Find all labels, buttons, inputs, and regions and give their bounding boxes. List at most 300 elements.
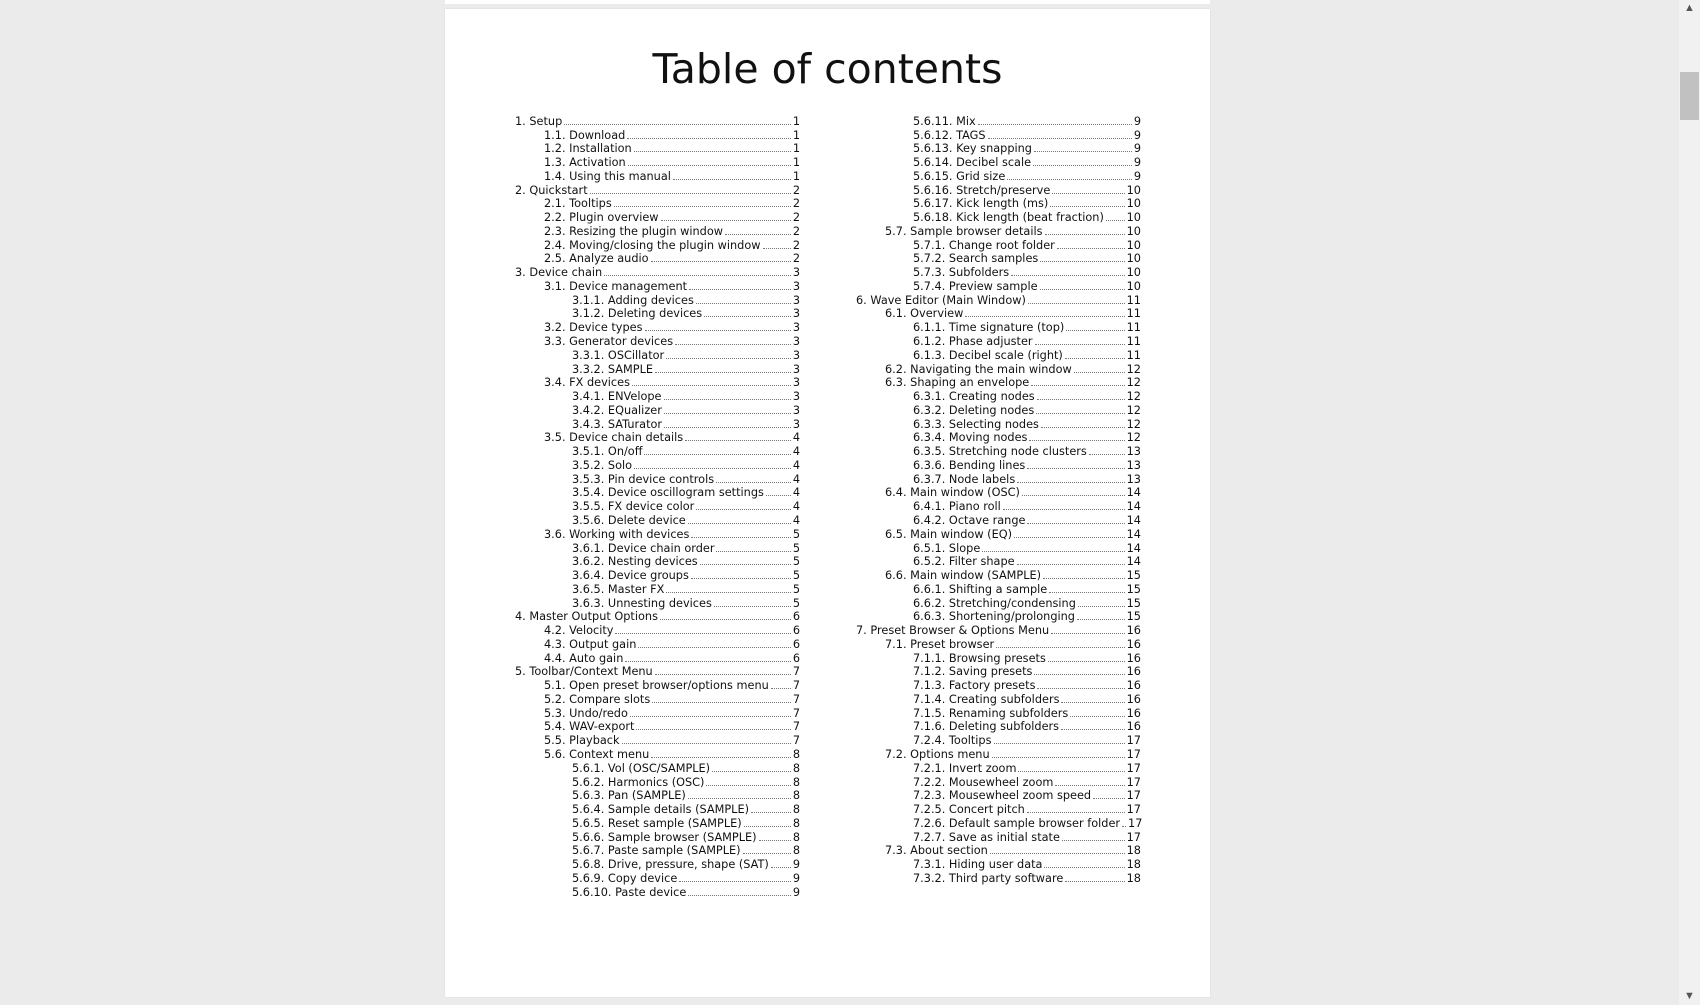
toc-entry-title: 5.6.7. Paste sample (SAMPLE) [572, 844, 741, 858]
toc-entry-page-number: 17 [1126, 734, 1141, 748]
toc-dot-leader [651, 261, 791, 262]
toc-entry-title: 6.6.1. Shifting a sample [913, 582, 1048, 596]
toc-entry-page-number: 5 [792, 541, 800, 555]
toc-dot-leader [1027, 468, 1124, 469]
toc-entry[interactable] [856, 610, 1141, 624]
toc-entry[interactable] [515, 210, 800, 224]
toc-dot-leader [627, 138, 791, 139]
toc-entry[interactable] [856, 376, 1141, 390]
toc-dot-leader [696, 509, 791, 510]
toc-entry[interactable] [856, 197, 1141, 211]
toc-entry[interactable] [515, 623, 800, 637]
toc-dot-leader [688, 798, 791, 799]
toc-entry-page-number: 16 [1126, 720, 1141, 734]
toc-entry[interactable] [515, 761, 800, 775]
toc-entry-title: 5.6.14. Decibel scale [913, 156, 1032, 170]
toc-entry-page-number: 3 [792, 266, 800, 280]
toc-entry-title: 5.6.1. Vol (OSC/SAMPLE) [572, 761, 711, 775]
toc-entry-title: 5.6.18. Kick length (beat fraction) [913, 211, 1104, 225]
toc-entry-page-number: 17 [1126, 789, 1141, 803]
toc-entry-title: 6.3.7. Node labels [913, 472, 1016, 486]
toc-entry-page-number: 3 [792, 362, 800, 376]
toc-entry-page-number: 14 [1126, 527, 1141, 541]
toc-dot-leader [1065, 881, 1124, 882]
toc-entry-title: 6.3.4. Moving nodes [913, 431, 1028, 445]
toc-entry[interactable] [856, 596, 1141, 610]
toc-dot-leader [664, 427, 791, 428]
toc-dot-leader [1074, 372, 1125, 373]
toc-entry-page-number: 17 [1126, 761, 1141, 775]
toc-entry-page-number: 12 [1126, 417, 1141, 431]
toc-entry-title: 5.6.12. TAGS [913, 128, 986, 142]
toc-entry[interactable] [515, 265, 800, 279]
toc-dot-leader [615, 633, 790, 634]
toc-entry-page-number: 11 [1126, 307, 1141, 321]
toc-entry-page-number: 16 [1126, 692, 1141, 706]
toc-dot-leader [1003, 509, 1125, 510]
toc-entry[interactable] [515, 114, 800, 128]
toc-dot-leader [1093, 798, 1125, 799]
toc-entry-title: 6.3.3. Selecting nodes [913, 417, 1039, 431]
toc-entry-title: 3.1.1. Adding devices [572, 293, 694, 307]
toc-entry-title: 6.3.6. Bending lines [913, 458, 1026, 472]
toc-entry[interactable] [856, 747, 1141, 761]
toc-entry[interactable] [515, 307, 800, 321]
toc-entry-page-number: 3 [792, 348, 800, 362]
toc-entry-title: 6.5. Main window (EQ) [885, 527, 1013, 541]
toc-entry[interactable] [515, 541, 800, 555]
toc-entry[interactable] [515, 238, 800, 252]
toc-entry-title: 6.6.2. Stretching/condensing [913, 596, 1076, 610]
toc-entry-title: 6.1.3. Decibel scale (right) [913, 348, 1063, 362]
toc-entry[interactable] [856, 830, 1141, 844]
toc-entry[interactable] [515, 596, 800, 610]
toc-entry[interactable] [856, 458, 1141, 472]
toc-entry-page-number: 8 [792, 803, 800, 817]
toc-entry-page-number: 4 [792, 445, 800, 459]
toc-entry-title: 1. Setup [515, 114, 563, 128]
toc-entry[interactable] [856, 114, 1141, 128]
toc-dot-leader [1040, 261, 1124, 262]
toc-dot-leader [1050, 206, 1124, 207]
toc-entry[interactable] [856, 527, 1141, 541]
toc-entry-page-number: 2 [792, 211, 800, 225]
toc-entry[interactable] [856, 128, 1141, 142]
toc-entry[interactable] [515, 444, 800, 458]
toc-dot-leader [564, 124, 791, 125]
toc-entry[interactable] [856, 582, 1141, 596]
toc-entry[interactable] [856, 279, 1141, 293]
toc-entry[interactable] [515, 610, 800, 624]
toc-entry-title: 5.7.1. Change root folder [913, 238, 1055, 252]
toc-entry-page-number: 18 [1126, 871, 1141, 885]
toc-entry[interactable] [856, 183, 1141, 197]
toc-entry-title: 3.6.5. Master FX [572, 582, 665, 596]
toc-dot-leader [1078, 606, 1125, 607]
toc-dot-leader [691, 537, 790, 538]
toc-entry[interactable] [856, 816, 1141, 830]
toc-dot-leader [1062, 840, 1125, 841]
toc-entry[interactable] [515, 348, 800, 362]
toc-entry[interactable] [515, 183, 800, 197]
toc-dot-leader [604, 275, 791, 276]
toc-dot-leader [716, 551, 790, 552]
toc-entry-page-number: 1 [792, 156, 800, 170]
toc-dot-leader [634, 468, 791, 469]
toc-entry[interactable] [856, 362, 1141, 376]
toc-entry-page-number: 8 [792, 844, 800, 858]
toc-entry-title: 2.2. Plugin overview [544, 211, 659, 225]
toc-entry-page-number: 12 [1126, 403, 1141, 417]
toc-entry[interactable] [856, 417, 1141, 431]
toc-entry[interactable] [515, 568, 800, 582]
toc-entry[interactable] [856, 651, 1141, 665]
toc-entry[interactable] [515, 224, 800, 238]
toc-entry[interactable] [856, 692, 1141, 706]
toc-entry-title: 6.4. Main window (OSC) [885, 486, 1020, 500]
toc-entry-title: 6.5.2. Filter shape [913, 555, 1015, 569]
toc-dot-leader [988, 138, 1132, 139]
toc-dot-leader [679, 881, 791, 882]
toc-entry-title: 2.4. Moving/closing the plugin window [544, 238, 761, 252]
toc-entry-page-number: 2 [792, 197, 800, 211]
toc-entry-title: 7.1.4. Creating subfolders [913, 692, 1060, 706]
toc-entry-title: 2.5. Analyze audio [544, 252, 649, 266]
toc-entry-page-number: 6 [792, 610, 800, 624]
toc-dot-leader [664, 399, 791, 400]
toc-entry[interactable] [515, 885, 800, 899]
toc-entry[interactable] [515, 665, 800, 679]
toc-entry-page-number: 16 [1126, 679, 1141, 693]
toc-entry[interactable] [856, 210, 1141, 224]
toc-entry[interactable] [515, 706, 800, 720]
toc-entry[interactable] [515, 486, 800, 500]
toc-dot-leader [1027, 523, 1124, 524]
toc-entry-page-number: 18 [1126, 844, 1141, 858]
toc-dot-leader [651, 757, 791, 758]
toc-entry[interactable] [856, 307, 1141, 321]
toc-entry[interactable] [856, 142, 1141, 156]
toc-dot-leader [996, 647, 1124, 648]
toc-dot-leader [1049, 592, 1124, 593]
toc-entry-title: 3.6.2. Nesting devices [572, 555, 698, 569]
toc-entry[interactable] [856, 472, 1141, 486]
toc-entry[interactable] [515, 403, 800, 417]
toc-dot-leader [1007, 179, 1131, 180]
toc-entry-title: 5.1. Open preset browser/options menu [544, 679, 769, 693]
toc-entry-page-number: 15 [1126, 582, 1141, 596]
toc-entry[interactable] [515, 844, 800, 858]
toc-dot-leader [660, 619, 791, 620]
toc-entry[interactable] [515, 334, 800, 348]
toc-entry-page-number: 4 [792, 486, 800, 500]
toc-entry[interactable] [856, 265, 1141, 279]
toc-entry-title: 5.6.13. Key snapping [913, 142, 1032, 156]
toc-entry[interactable] [856, 541, 1141, 555]
toc-dot-leader [706, 785, 790, 786]
toc-entry-page-number: 10 [1126, 197, 1141, 211]
toc-dot-leader [1061, 702, 1124, 703]
toc-entry-page-number: 15 [1126, 569, 1141, 583]
document-page [445, 9, 1210, 997]
toc-entry[interactable] [515, 678, 800, 692]
toc-entry-title: 6.6. Main window (SAMPLE) [885, 569, 1042, 583]
toc-entry-page-number: 3 [792, 390, 800, 404]
toc-entry[interactable] [515, 830, 800, 844]
toc-dot-leader [652, 702, 791, 703]
toc-entry-page-number: 1 [792, 114, 800, 128]
toc-dot-leader [1037, 399, 1125, 400]
toc-entry[interactable] [515, 376, 800, 390]
toc-entry-page-number: 11 [1126, 335, 1141, 349]
toc-entry[interactable] [856, 555, 1141, 569]
toc-entry-title: 6.4.2. Octave range [913, 513, 1026, 527]
toc-entry[interactable] [856, 348, 1141, 362]
toc-entry[interactable] [515, 527, 800, 541]
toc-entry-page-number: 8 [792, 816, 800, 830]
toc-dot-leader [688, 895, 791, 896]
toc-entry-page-number: 10 [1126, 224, 1141, 238]
toc-entry[interactable] [515, 362, 800, 376]
toc-dot-leader [614, 206, 791, 207]
toc-entry-title: 7.2.3. Mousewheel zoom speed [913, 789, 1092, 803]
toc-entry-title: 4. Master Output Options [515, 610, 658, 624]
toc-dot-leader [666, 592, 790, 593]
toc-entry[interactable] [856, 431, 1141, 445]
toc-entry[interactable] [515, 775, 800, 789]
toc-entry-title: 5.3. Undo/redo [544, 706, 628, 720]
toc-dot-leader [1055, 785, 1124, 786]
toc-dot-leader [1040, 289, 1125, 290]
toc-entry[interactable] [856, 637, 1141, 651]
toc-entry[interactable] [856, 169, 1141, 183]
toc-entry-page-number: 10 [1126, 183, 1141, 197]
toc-entry[interactable] [856, 252, 1141, 266]
toc-entry[interactable] [515, 252, 800, 266]
toc-entry-title: 3.1.2. Deleting devices [572, 307, 703, 321]
toc-entry[interactable] [856, 871, 1141, 885]
toc-entry-title: 7.3.2. Third party software [913, 871, 1064, 885]
toc-dot-leader [628, 165, 791, 166]
toc-entry-page-number: 7 [792, 734, 800, 748]
toc-entry-page-number: 7 [792, 679, 800, 693]
toc-entry[interactable] [856, 761, 1141, 775]
toc-entry[interactable] [515, 802, 800, 816]
toc-entry[interactable] [856, 444, 1141, 458]
toc-entry[interactable] [856, 238, 1141, 252]
toc-dot-leader [685, 440, 791, 441]
toc-entry-title: 3.3. Generator devices [544, 335, 674, 349]
toc-entry-title: 3.4.1. ENVelope [572, 390, 662, 404]
toc-entry[interactable] [515, 169, 800, 183]
toc-entry-title: 3.6. Working with devices [544, 527, 690, 541]
toc-entry-title: 6.4.1. Piano roll [913, 500, 1001, 514]
toc-entry-title: 7.1.5. Renaming subfolders [913, 706, 1069, 720]
toc-entry-title: 3.5.3. Pin device controls [572, 472, 715, 486]
toc-entry[interactable] [856, 320, 1141, 334]
toc-dot-leader [1014, 537, 1125, 538]
scroll-up-icon[interactable]: ▲ [1684, 2, 1695, 14]
toc-entry-page-number: 10 [1126, 211, 1141, 225]
toc-entry[interactable] [856, 857, 1141, 871]
toc-entry-title: 6.6.3. Shortening/prolonging [913, 610, 1075, 624]
toc-column-right [856, 114, 1141, 885]
toc-dot-leader [1041, 427, 1125, 428]
vertical-scrollbar[interactable] [1679, 0, 1700, 1005]
toc-entry[interactable] [515, 279, 800, 293]
toc-entry[interactable] [515, 197, 800, 211]
toc-entry-title: 5.6.6. Sample browser (SAMPLE) [572, 830, 757, 844]
toc-entry-title: 3.3.2. SAMPLE [572, 362, 654, 376]
toc-entry[interactable] [515, 637, 800, 651]
toc-entry[interactable] [515, 389, 800, 403]
toc-entry-page-number: 16 [1126, 706, 1141, 720]
toc-entry[interactable] [515, 155, 800, 169]
toc-entry[interactable] [856, 513, 1141, 527]
toc-entry-title: 7.1.1. Browsing presets [913, 651, 1046, 665]
toc-entry-page-number: 15 [1126, 596, 1141, 610]
toc-entry[interactable] [515, 871, 800, 885]
toc-entry-title: 7.2.6. Default sample browser folder [913, 816, 1121, 830]
toc-entry-title: 7.2.5. Concert pitch [913, 803, 1025, 817]
toc-entry-title: 3.2. Device types [544, 321, 643, 335]
toc-dot-leader [771, 688, 791, 689]
toc-entry[interactable] [856, 568, 1141, 582]
toc-entry[interactable] [515, 857, 800, 871]
toc-entry-title: 6.3.2. Deleting nodes [913, 403, 1035, 417]
toc-entry[interactable] [856, 720, 1141, 734]
toc-dot-leader [655, 674, 791, 675]
toc-entry-page-number: 9 [1133, 142, 1141, 156]
toc-entry-page-number: 11 [1126, 348, 1141, 362]
toc-dot-leader [716, 482, 791, 483]
toc-entry-title: 1.3. Activation [544, 156, 626, 170]
toc-entry-page-number: 14 [1126, 486, 1141, 500]
toc-entry-page-number: 10 [1126, 279, 1141, 293]
toc-entry-page-number: 5 [792, 569, 800, 583]
toc-entry-page-number: 3 [792, 417, 800, 431]
toc-entry[interactable] [515, 417, 800, 431]
toc-dot-leader [691, 578, 791, 579]
toc-entry[interactable] [515, 555, 800, 569]
toc-entry[interactable] [515, 431, 800, 445]
toc-entry-title: 2.1. Tooltips [544, 197, 612, 211]
toc-dot-leader [1035, 344, 1125, 345]
toc-dot-leader [1031, 385, 1124, 386]
toc-entry-page-number: 4 [792, 513, 800, 527]
toc-entry-page-number: 1 [792, 169, 800, 183]
toc-entry[interactable] [515, 128, 800, 142]
toc-entry[interactable] [856, 334, 1141, 348]
toc-entry[interactable] [515, 472, 800, 486]
toc-entry[interactable] [856, 389, 1141, 403]
toc-entry[interactable] [515, 747, 800, 761]
toc-entry[interactable] [515, 293, 800, 307]
toc-entry[interactable] [515, 513, 800, 527]
toc-entry[interactable] [515, 733, 800, 747]
toc-entry[interactable] [856, 706, 1141, 720]
toc-entry[interactable] [856, 844, 1141, 858]
toc-entry[interactable] [515, 142, 800, 156]
toc-entry-title: 6.5.1. Slope [913, 541, 981, 555]
toc-entry[interactable] [515, 582, 800, 596]
toc-entry[interactable] [856, 623, 1141, 637]
scroll-down-icon[interactable]: ▼ [1684, 990, 1695, 1002]
toc-dot-leader [978, 124, 1132, 125]
toc-entry[interactable] [515, 458, 800, 472]
toc-entry-title: 3.5.2. Solo [572, 458, 633, 472]
toc-dot-leader [1043, 578, 1125, 579]
toc-entry[interactable] [515, 320, 800, 334]
toc-entry-title: 5.6.8. Drive, pressure, shape (SAT) [572, 858, 769, 872]
toc-entry[interactable] [856, 224, 1141, 238]
toc-dot-leader [1089, 454, 1125, 455]
toc-entry[interactable] [856, 733, 1141, 747]
scroll-thumb[interactable] [1680, 72, 1699, 120]
toc-dot-leader [645, 330, 791, 331]
toc-entry[interactable] [856, 802, 1141, 816]
toc-entry-page-number: 4 [792, 458, 800, 472]
toc-entry-title: 5. Toolbar/Context Menu [515, 665, 653, 679]
toc-entry[interactable] [515, 720, 800, 734]
toc-entry[interactable] [856, 789, 1141, 803]
toc-entry-page-number: 9 [792, 871, 800, 885]
toc-entry[interactable] [856, 499, 1141, 513]
toc-entry-page-number: 17 [1126, 775, 1141, 789]
toc-dot-leader [1077, 619, 1125, 620]
toc-dot-leader [630, 716, 791, 717]
toc-column-left [515, 114, 800, 899]
toc-entry-title: 1.1. Download [544, 128, 626, 142]
toc-entry[interactable] [856, 775, 1141, 789]
toc-entry[interactable] [515, 651, 800, 665]
toc-entry[interactable] [856, 403, 1141, 417]
toc-dot-leader [655, 372, 791, 373]
toc-entry[interactable] [515, 692, 800, 706]
toc-entry-title: 5.7.3. Subfolders [913, 266, 1010, 280]
toc-entry[interactable] [856, 665, 1141, 679]
toc-entry-page-number: 10 [1126, 266, 1141, 280]
toc-entry-page-number: 9 [792, 885, 800, 899]
toc-entry-page-number: 10 [1126, 252, 1141, 266]
toc-entry-page-number: 7 [792, 692, 800, 706]
toc-entry[interactable] [515, 789, 800, 803]
toc-entry[interactable] [856, 293, 1141, 307]
toc-entry-title: 3. Device chain [515, 266, 603, 280]
toc-entry-title: 7.3.1. Hiding user data [913, 858, 1043, 872]
toc-entry-title: 7.1.2. Saving presets [913, 665, 1033, 679]
toc-entry-title: 6. Wave Editor (Main Window) [856, 293, 1026, 307]
toc-entry-page-number: 12 [1126, 376, 1141, 390]
toc-dot-leader [1033, 165, 1132, 166]
toc-entry[interactable] [856, 678, 1141, 692]
toc-entry-page-number: 2 [792, 183, 800, 197]
toc-entry-page-number: 17 [1128, 816, 1143, 830]
toc-entry-page-number: 11 [1126, 293, 1141, 307]
toc-dot-leader [982, 551, 1124, 552]
toc-dot-leader [965, 316, 1124, 317]
toc-entry[interactable] [856, 486, 1141, 500]
toc-dot-leader [1106, 220, 1125, 221]
toc-entry-title: 5.6.9. Copy device [572, 871, 678, 885]
toc-entry[interactable] [515, 816, 800, 830]
toc-dot-leader [1018, 771, 1124, 772]
page-title: Table of contents [652, 45, 1003, 93]
toc-entry[interactable] [515, 499, 800, 513]
toc-entry-title: 3.4.2. EQualizer [572, 403, 662, 417]
toc-dot-leader [704, 316, 791, 317]
toc-entry[interactable] [856, 155, 1141, 169]
